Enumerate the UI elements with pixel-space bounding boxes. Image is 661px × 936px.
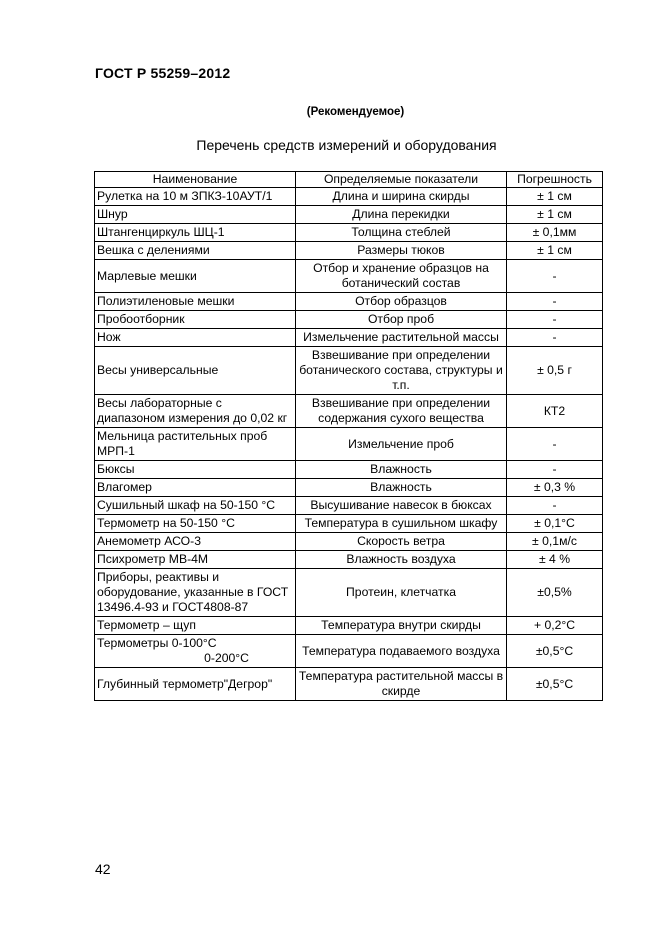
table-row (95, 260, 603, 293)
table-row (95, 428, 603, 461)
cell-name-line2: 0-200°С (204, 651, 249, 665)
cell-error: ± 0,1мм (507, 224, 603, 242)
cell-indicator: Протеин, клетчатка (296, 569, 507, 617)
table-row (95, 479, 603, 497)
cell-name: Полиэтиленовые мешки (95, 293, 296, 311)
table-row (95, 395, 603, 428)
cell-name: Глубинный термометр"Дегрор" (95, 668, 296, 701)
cell-name: Психрометр МВ-4М (95, 551, 296, 569)
column-header-name: Наименование (95, 172, 296, 188)
cell-error: - (507, 461, 603, 479)
page-number: 42 (95, 861, 111, 877)
table-row (95, 242, 603, 260)
cell-name: Анемометр АСО-3 (95, 533, 296, 551)
table-row (95, 188, 603, 206)
table-row (95, 461, 603, 479)
table-row (95, 206, 603, 224)
cell-error: ± 0,1°С (507, 515, 603, 533)
cell-indicator: Взвешивание при определении содержания сухого вещества (296, 395, 507, 428)
table-row (95, 329, 603, 347)
table-row (95, 224, 603, 242)
cell-indicator: Влажность (296, 479, 507, 497)
table-row (95, 533, 603, 551)
cell-name: Сушильный шкаф на 50-150 °С (95, 497, 296, 515)
cell-indicator: Температура растительной массы в скирде (296, 668, 507, 701)
cell-error: - (507, 260, 603, 293)
cell-name: Термометр на 50-150 °С (95, 515, 296, 533)
column-header-error: Погрешность (507, 172, 603, 188)
cell-name (95, 635, 296, 668)
table-header-row (95, 172, 603, 188)
table-row (95, 311, 603, 329)
cell-error: ± 1 см (507, 188, 603, 206)
cell-indicator: Влажность воздуха (296, 551, 507, 569)
cell-name: Шнур (95, 206, 296, 224)
cell-name: Рулетка на 10 м ЗПКЗ-10АУТ/1 (95, 188, 296, 206)
cell-indicator: Измельчение проб (296, 428, 507, 461)
cell-indicator: Толщина стеблей (296, 224, 507, 242)
equipment-table (94, 171, 603, 701)
cell-name: Весы универсальные (95, 347, 296, 395)
cell-name: Мельница растительных проб МРП-1 (95, 428, 296, 461)
cell-indicator: Размеры тюков (296, 242, 507, 260)
cell-indicator: Взвешивание при определении ботанического состава, структуры и т.п. (296, 347, 507, 395)
cell-indicator: Длина и ширина скирды (296, 188, 507, 206)
document-code: ГОСТ Р 55259–2012 (95, 65, 231, 81)
cell-error: КТ2 (507, 395, 603, 428)
table-row (95, 668, 603, 701)
cell-indicator: Скорость ветра (296, 533, 507, 551)
cell-error: + 0,2°С (507, 617, 603, 635)
cell-error: ± 4 % (507, 551, 603, 569)
cell-error: - (507, 293, 603, 311)
cell-error: ± 0,5 г (507, 347, 603, 395)
table-row (95, 293, 603, 311)
cell-error: ±0,5% (507, 569, 603, 617)
cell-error: ± 1 см (507, 242, 603, 260)
cell-indicator: Температура в сушильном шкафу (296, 515, 507, 533)
cell-name: Штангенциркуль ШЦ-1 (95, 224, 296, 242)
cell-name: Марлевые мешки (95, 260, 296, 293)
cell-indicator: Температура внутри скирды (296, 617, 507, 635)
cell-indicator: Измельчение растительной массы (296, 329, 507, 347)
cell-name: Вешка с делениями (95, 242, 296, 260)
cell-name: Пробоотборник (95, 311, 296, 329)
recommended-label: (Рекомендуемое) (306, 106, 405, 118)
table-row (95, 347, 603, 395)
table-row (95, 551, 603, 569)
cell-error: ± 0,1м/с (507, 533, 603, 551)
cell-indicator: Длина перекидки (296, 206, 507, 224)
cell-error: ± 0,3 % (507, 479, 603, 497)
cell-indicator: Влажность (296, 461, 507, 479)
cell-error: ±0,5°С (507, 668, 603, 701)
cell-error: - (507, 311, 603, 329)
cell-name-line1: Термометры 0-100°С (97, 636, 217, 650)
column-header-indicators: Определяемые показатели (296, 172, 507, 188)
cell-name: Приборы, реактивы и оборудование, указанные в ГОСТ 13496.4-93 и ГОСТ4808-87 (95, 569, 296, 617)
cell-name: Нож (95, 329, 296, 347)
cell-error: - (507, 329, 603, 347)
cell-indicator: Высушивание навесок в бюксах (296, 497, 507, 515)
cell-indicator: Температура подаваемого воздуха (296, 635, 507, 668)
cell-name: Бюксы (95, 461, 296, 479)
cell-name: Влагомер (95, 479, 296, 497)
table-row (95, 635, 603, 668)
cell-error: ±0,5°С (507, 635, 603, 668)
cell-error: - (507, 497, 603, 515)
table-row (95, 497, 603, 515)
table-title: Перечень средств измерений и оборудования (196, 137, 497, 153)
table-row (95, 515, 603, 533)
cell-indicator: Отбор образцов (296, 293, 507, 311)
cell-name: Весы лабораторные с диапазоном измерения до 0,02 кг (95, 395, 296, 428)
cell-error: - (507, 428, 603, 461)
cell-indicator: Отбор и хранение образцов на ботанический состав (296, 260, 507, 293)
table-row (95, 617, 603, 635)
table-row (95, 569, 603, 617)
cell-error: ± 1 см (507, 206, 603, 224)
cell-indicator: Отбор проб (296, 311, 507, 329)
cell-name: Термометр – щуп (95, 617, 296, 635)
